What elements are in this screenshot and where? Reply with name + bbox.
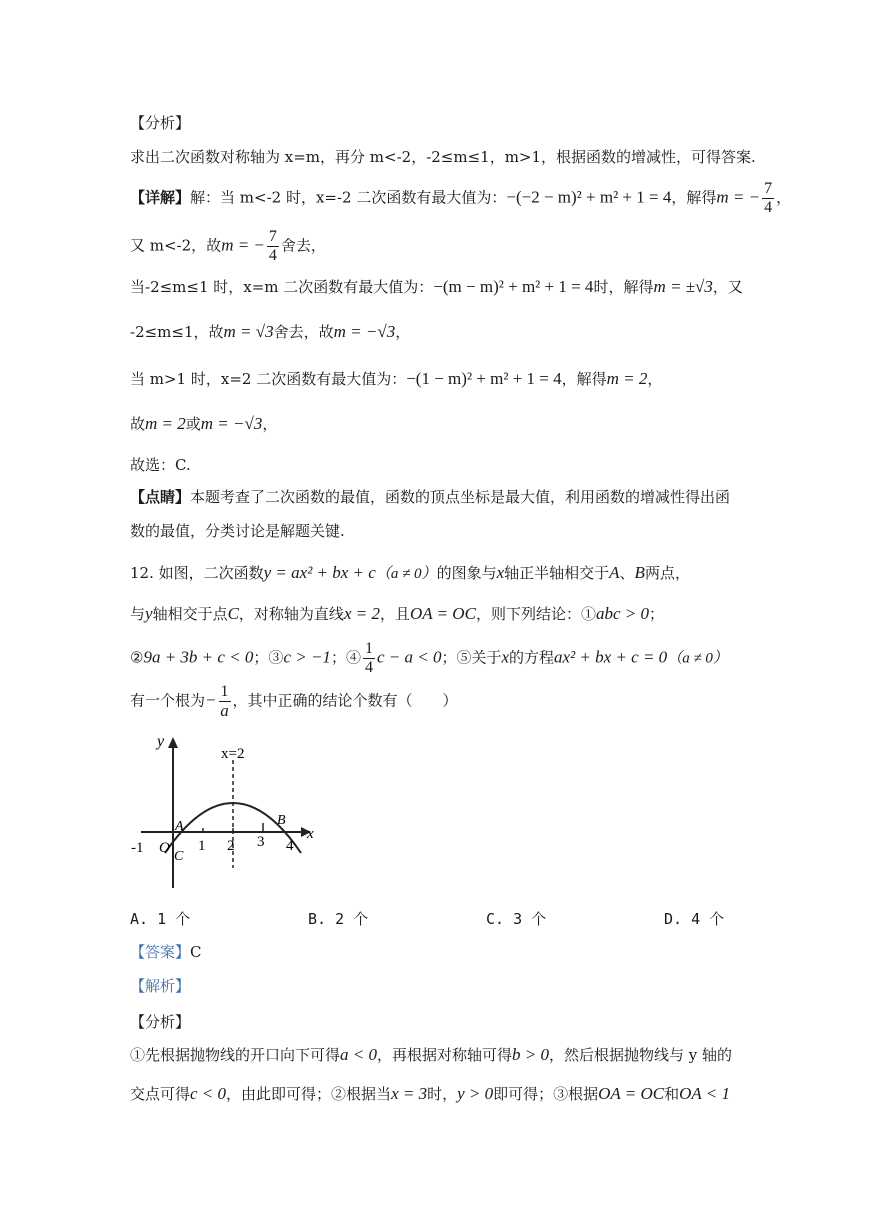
detail-l5-mid: ，解得 bbox=[561, 370, 607, 388]
detail-line-5 bbox=[130, 369, 662, 389]
detail-l4-mid: 舍去，故 bbox=[273, 323, 334, 341]
detail-l6-mid: 或 bbox=[185, 415, 201, 433]
frac-num: 1 bbox=[364, 640, 373, 657]
detail-l1-answer: m = − bbox=[716, 187, 761, 207]
comment-line-2: 数的最值，分类讨论是解题关键. bbox=[130, 522, 345, 540]
detail-l5-prefix: 当 m>1 时，x=2 二次函数有最大值为： bbox=[130, 370, 407, 388]
detail-l2-answer: m = − bbox=[221, 235, 265, 255]
q12-l4-prefix: 有一个根为 bbox=[130, 691, 206, 710]
a2-l2-f1: c < 0 bbox=[190, 1084, 227, 1103]
q12-l1-B: B bbox=[634, 563, 645, 582]
q12-c5: ax² + bx + c = 0 bbox=[554, 647, 668, 667]
parabola-graph bbox=[125, 728, 325, 893]
analysis2-line-2 bbox=[130, 1084, 730, 1104]
detail-l5-suffix: ， bbox=[647, 370, 663, 388]
q12-c2-label: ② bbox=[130, 648, 144, 667]
q12-l1-A: A bbox=[609, 563, 620, 582]
a2-l2-f3: y > 0 bbox=[457, 1084, 494, 1103]
detail-l4-prefix: -2≤m≤1，故 bbox=[130, 323, 224, 341]
frac-num: 7 bbox=[268, 228, 277, 245]
frac-num: 1 bbox=[220, 683, 229, 700]
tick-label-1: 1 bbox=[198, 838, 206, 854]
frac-num: 7 bbox=[764, 180, 773, 197]
a2-l2-f2: x = 3 bbox=[391, 1084, 428, 1103]
frac-den: 4 bbox=[364, 659, 373, 676]
frac-den: a bbox=[220, 701, 229, 720]
x-axis-label: x bbox=[307, 826, 314, 842]
detail-l6-suffix: ， bbox=[262, 415, 278, 433]
detail-l4-b: m = −√3 bbox=[333, 322, 396, 341]
q12-l1-mid: 的图象与 bbox=[436, 564, 497, 582]
tick-label--1: -1 bbox=[131, 840, 144, 856]
frac-den: 4 bbox=[268, 247, 277, 264]
detail-l6-a: m = 2 bbox=[145, 414, 186, 433]
tick-label-4: 4 bbox=[286, 838, 294, 854]
detail-l2-fraction bbox=[267, 228, 279, 265]
origin-label: O bbox=[159, 840, 170, 856]
detail-l1-formula: −(−2 − m)² + m² + 1 = 4 bbox=[506, 187, 672, 207]
choose-line: 故选：C. bbox=[130, 456, 191, 474]
q12-l4-fraction bbox=[219, 683, 231, 720]
a2-l1-f1: a < 0 bbox=[340, 1045, 377, 1064]
point-a-label: A bbox=[175, 819, 184, 834]
detail-line-2 bbox=[130, 228, 326, 265]
y-axis-arrow-icon bbox=[168, 737, 178, 748]
detail-label: 【详解】 bbox=[130, 188, 191, 207]
detail-l3-answer: m = ±√3 bbox=[653, 277, 713, 296]
frac-den: 4 bbox=[764, 199, 773, 216]
q12-l2-mid: ，对称轴为直线 bbox=[238, 605, 344, 623]
tick-label-3: 3 bbox=[257, 834, 265, 850]
q12-l2-semi: ； bbox=[648, 605, 664, 623]
detail-l6-prefix: 故 bbox=[130, 415, 146, 433]
detail-l3-prefix: 当-2≤m≤1 时，x=m 二次函数有最大值为： bbox=[130, 278, 434, 296]
comment-line-1 bbox=[130, 487, 730, 507]
detail-l1-mid: ，解得 bbox=[671, 188, 717, 207]
analysis-heading-1: 【分析】 bbox=[130, 114, 191, 132]
q12-l2-axis: x = 2 bbox=[343, 604, 380, 623]
q12-l1-sep: 、 bbox=[619, 564, 635, 582]
analysis-text-1: 求出二次函数对称轴为 x=m，再分 m<-2，-2≤m≤1，m>1，根据函数的增减性，可得答案. bbox=[130, 148, 756, 166]
comment-text-1: 本题考查了二次函数的最值，函数的顶点坐标是最大值，利用函数的增减性得出函 bbox=[190, 488, 731, 506]
option-d[interactable]: D. 4 个 bbox=[664, 910, 725, 928]
q12-c3-label: ；③ bbox=[253, 648, 284, 667]
q12-l1-cond: （a ≠ 0） bbox=[375, 566, 437, 582]
q12-l2-prefix: 与 bbox=[130, 605, 146, 623]
q12-l3-cond: （a ≠ 0） bbox=[667, 650, 728, 667]
detail-l4-a: m = √3 bbox=[223, 322, 274, 341]
detail-line-6 bbox=[130, 414, 277, 434]
detail-l5-formula: −(1 − m)² + m² + 1 = 4 bbox=[406, 369, 562, 388]
question12-line-3 bbox=[130, 640, 728, 677]
a2-l2-b: ，由此即可得；②根据当 bbox=[226, 1085, 392, 1103]
q12-l2-text: 轴相交于点 bbox=[152, 605, 228, 623]
solution-label: 【解析】 bbox=[130, 977, 191, 995]
detail-l5-answer: m = 2 bbox=[606, 369, 648, 388]
a2-l2-c: 时， bbox=[427, 1085, 458, 1103]
q12-l1-formula: y = ax² + bx + c bbox=[263, 563, 376, 582]
detail-l1-fraction bbox=[762, 180, 774, 217]
a2-l1-c: ，然后根据抛物线与 y 轴的 bbox=[549, 1046, 733, 1064]
symmetry-axis-label: x=2 bbox=[221, 746, 245, 762]
q12-l2-C: C bbox=[227, 604, 239, 623]
detail-l3-formula: −(m − m)² + m² + 1 = 4 bbox=[433, 277, 594, 296]
answer-label: 【答案】 bbox=[130, 943, 191, 961]
q12-c4-label: ；④ bbox=[330, 648, 361, 667]
q12-c2: 9a + 3b + c < 0 bbox=[143, 647, 254, 667]
detail-l2-prefix: 又 m<-2，故 bbox=[130, 236, 222, 255]
q12-c4: c − a < 0 bbox=[376, 647, 442, 667]
answer-line bbox=[130, 942, 202, 962]
q12-l3-x: x bbox=[501, 647, 510, 667]
option-c[interactable]: C. 3 个 bbox=[486, 910, 547, 928]
point-b-label: B bbox=[277, 813, 286, 828]
option-b[interactable]: B. 2 个 bbox=[308, 910, 369, 928]
comment-label: 【点睛】 bbox=[130, 488, 191, 506]
a2-l2-a: 交点可得 bbox=[130, 1085, 191, 1103]
answer-value: C bbox=[190, 943, 202, 961]
q12-l2-eq: OA = OC bbox=[409, 604, 476, 623]
analysis2-line-1 bbox=[130, 1045, 732, 1065]
q12-l2-y: y bbox=[145, 604, 153, 623]
tick-label-2: 2 bbox=[227, 838, 235, 854]
detail-l3-mid: 时，解得 bbox=[593, 278, 654, 296]
question12-line-4 bbox=[130, 683, 458, 720]
q12-l2-and: ，且 bbox=[379, 605, 410, 623]
detail-line-1: 【详解】解：当 m<-2 时，x=-2 二次函数有最大值为：−(−2 − m)² + m² + 1 = 4，解得m = − $\frac{7}{4}$ ， bbox=[130, 180, 792, 216]
point-c-label: C bbox=[174, 849, 184, 864]
detail-line-4 bbox=[130, 322, 410, 342]
q12-c3: c > −1 bbox=[283, 647, 331, 667]
detail-line-3 bbox=[130, 277, 743, 297]
question12-line-1 bbox=[130, 563, 690, 584]
option-a[interactable]: A. 1 个 bbox=[130, 910, 191, 928]
a2-l2-e: 和 bbox=[664, 1085, 680, 1103]
q12-l4-suffix: ，其中正确的结论个数有（ ） bbox=[232, 691, 458, 710]
q12-l1-prefix: 12. 如图，二次函数 bbox=[130, 564, 264, 582]
q12-c4-fraction bbox=[363, 640, 375, 677]
a2-l1-b: ，再根据对称轴可得 bbox=[377, 1046, 513, 1064]
q12-l1-text: 轴正半轴相交于 bbox=[504, 564, 610, 582]
q12-l4-minus: − bbox=[205, 690, 217, 710]
detail-l6-b: m = −√3 bbox=[200, 414, 263, 433]
a2-l2-f4: OA = OC bbox=[598, 1084, 665, 1103]
q12-l2-end: ，则下列结论：① bbox=[475, 605, 596, 623]
detail-l3-suffix: ，又 bbox=[712, 278, 743, 296]
q12-l1-x: x bbox=[496, 563, 505, 582]
detail-l2-suffix: 舍去， bbox=[280, 236, 326, 255]
a2-l2-f5: OA < 1 bbox=[679, 1084, 730, 1103]
question12-line-2 bbox=[130, 604, 664, 624]
q12-l1-end: 两点， bbox=[644, 564, 690, 582]
detail-l1-prefix: 解：当 m<-2 时，x=-2 二次函数有最大值为： bbox=[190, 188, 507, 207]
a2-l1-f2: b > 0 bbox=[512, 1045, 549, 1064]
y-axis-label: y bbox=[157, 733, 165, 750]
q12-l2-c1: abc > 0 bbox=[595, 604, 649, 623]
a2-l1-a: ①先根据抛物线的开口向下可得 bbox=[130, 1046, 341, 1064]
analysis-heading-2: 【分析】 bbox=[130, 1013, 191, 1031]
a2-l2-d: 即可得；③根据 bbox=[493, 1085, 599, 1103]
detail-l4-suffix: ， bbox=[395, 323, 411, 341]
q12-c5-label: ；⑤关于 bbox=[441, 648, 502, 667]
q12-c5-text: 的方程 bbox=[509, 648, 555, 667]
